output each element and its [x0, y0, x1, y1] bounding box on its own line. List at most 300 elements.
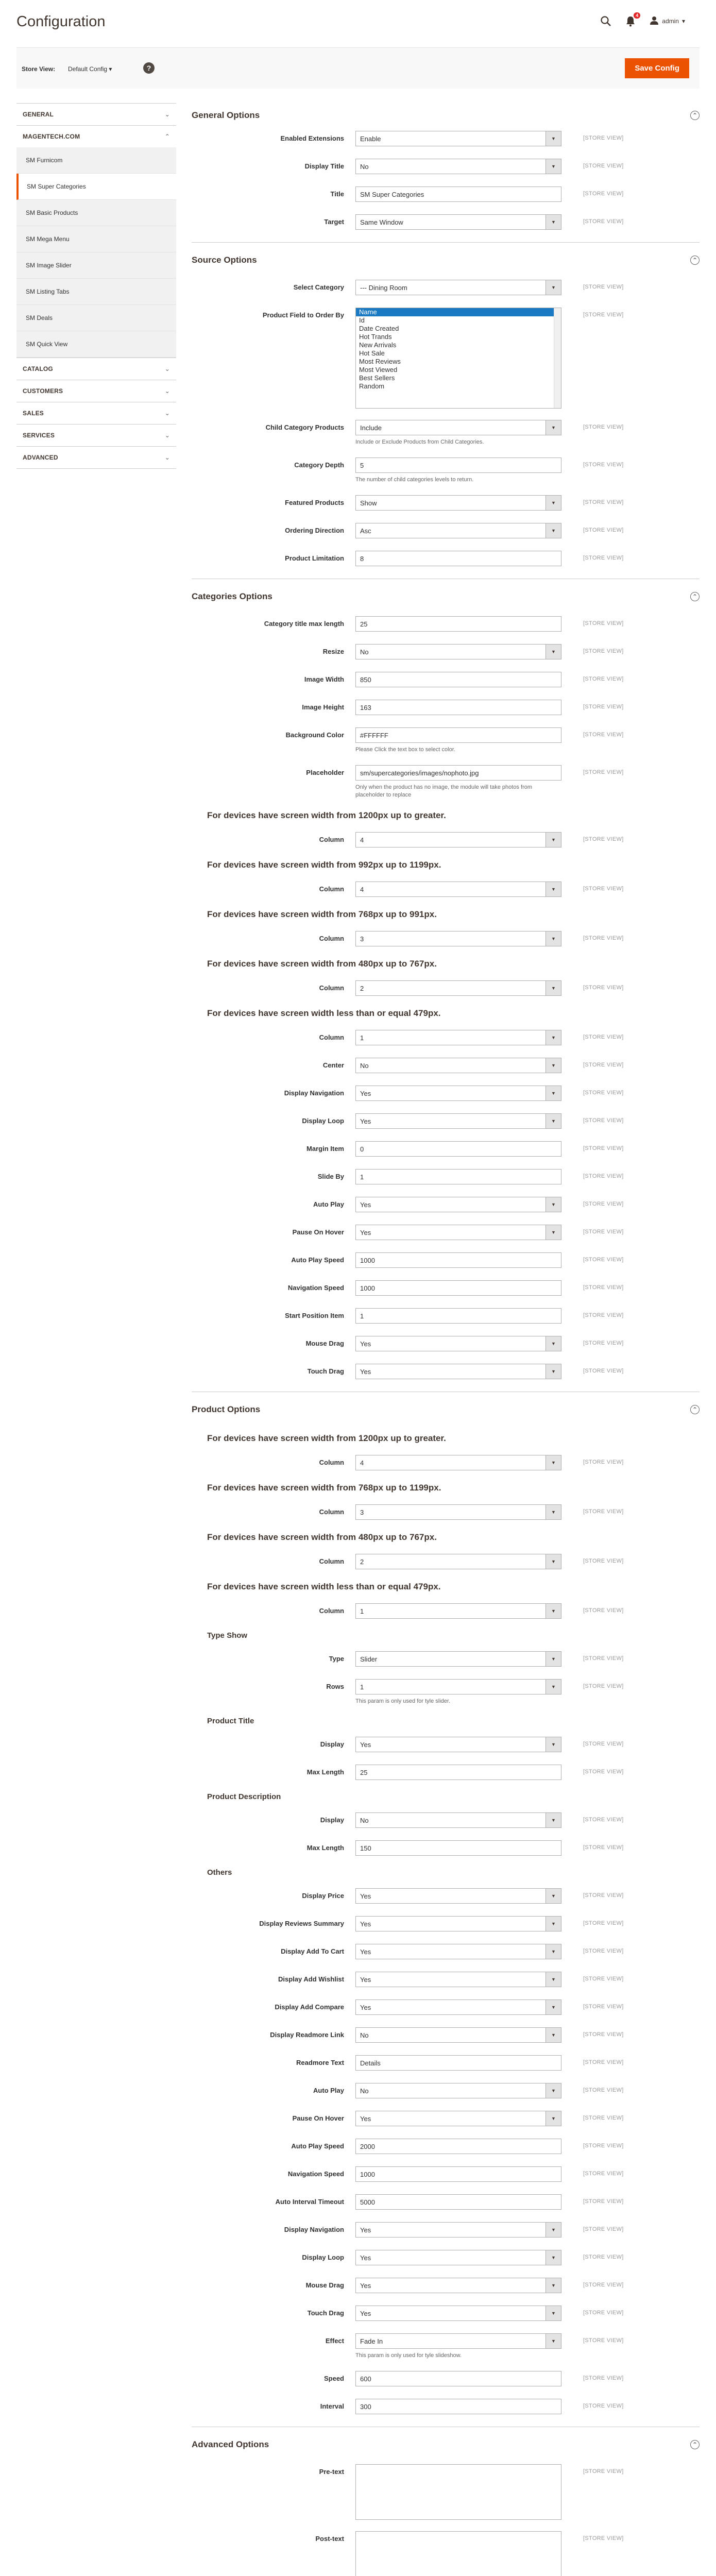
- display-readmore-link-value: No: [360, 2031, 369, 2039]
- order-by-multiselect[interactable]: [355, 308, 561, 409]
- display-add-wishlist-label: Display Add Wishlist: [278, 1975, 344, 1983]
- header: [0, 0, 716, 47]
- source-options-header[interactable]: [192, 248, 700, 273]
- scope-tag: [STORE VIEW]: [583, 2375, 624, 2381]
- sidebar-section-sales[interactable]: [16, 402, 176, 424]
- field-mouse-drag: [192, 1336, 700, 1352]
- ptitle-heading: Product Title: [207, 1717, 254, 1725]
- pause-on-hover-label: Pause On Hover: [292, 1228, 344, 1236]
- auto-play-select[interactable]: [355, 1197, 561, 1212]
- max-length-value: 150: [360, 1844, 371, 1852]
- max-length-label: Max Length: [306, 1844, 344, 1852]
- display-readmore-link-select[interactable]: [355, 2027, 561, 2043]
- scope-tag: [STORE VIEW]: [583, 1509, 624, 1515]
- display-loop-value: Yes: [360, 2253, 371, 2262]
- display-add-compare-value: Yes: [360, 2003, 371, 2011]
- sidebar-section-advanced[interactable]: [16, 446, 176, 468]
- sidebar-section-label: SALES: [23, 410, 44, 417]
- scope-tag: [STORE VIEW]: [583, 732, 624, 738]
- image-height-input[interactable]: [355, 700, 561, 715]
- order-option[interactable]: Hot Trands: [359, 333, 392, 341]
- placeholder-input[interactable]: [355, 765, 561, 781]
- sidebar-section-label: MAGENTECH.COM: [23, 133, 80, 140]
- type-select[interactable]: [355, 1651, 561, 1667]
- collapse-icon: ⌃: [690, 2440, 700, 2449]
- user-menu[interactable]: [650, 16, 685, 27]
- collapse-icon: ⌃: [690, 592, 700, 601]
- display-value: Yes: [360, 1740, 371, 1749]
- scope-tag: [STORE VIEW]: [583, 191, 624, 197]
- product-column-select[interactable]: [355, 1455, 561, 1470]
- field-enabled-extensions: [192, 131, 700, 147]
- chevron-down-icon: ▼: [545, 1917, 561, 1931]
- general-options-header[interactable]: [192, 103, 700, 128]
- field-auto-play-speed: [192, 1252, 700, 1269]
- column-select[interactable]: [355, 931, 561, 946]
- field-display-add-to-cart: [192, 1944, 700, 1960]
- mouse-drag-value: Yes: [360, 2281, 371, 2290]
- touch-drag-value: Yes: [360, 2309, 371, 2317]
- field-display-reviews-summary: [192, 1916, 700, 1933]
- sidebar-section-label: SERVICES: [23, 432, 55, 439]
- margin-item-input[interactable]: [355, 1141, 561, 1157]
- enabled-extensions-select[interactable]: [355, 131, 561, 146]
- display-navigation-select[interactable]: [355, 1086, 561, 1101]
- others-heading: Others: [207, 1868, 232, 1877]
- sidebar-section-label: CATALOG: [23, 365, 53, 372]
- bell-icon[interactable]: [625, 13, 639, 27]
- background-color-input[interactable]: [355, 727, 561, 743]
- order-option[interactable]: New Arrivals: [359, 341, 397, 349]
- notification-badge: 4: [634, 12, 640, 19]
- product-column-select[interactable]: [355, 1504, 561, 1520]
- margin-item-value: 0: [360, 1145, 364, 1153]
- auto-play-speed-input[interactable]: [355, 1252, 561, 1268]
- display-price-select[interactable]: [355, 1888, 561, 1904]
- pdesc-max-input[interactable]: [355, 1840, 561, 1856]
- chevron-down-icon: ▼: [545, 1336, 561, 1351]
- chevron-down-icon: ▼: [545, 420, 561, 435]
- chevron-down-icon: ▼: [545, 2083, 561, 2098]
- product-column-value: 4: [360, 1459, 364, 1467]
- field-start-position-item: [192, 1308, 700, 1325]
- column-label: Column: [319, 984, 344, 992]
- product-limitation-value: 8: [360, 554, 364, 563]
- scope-tag: [STORE VIEW]: [583, 1284, 624, 1291]
- start-position-item-input[interactable]: [355, 1308, 561, 1324]
- field-featured-products: [192, 495, 700, 512]
- chevron-down-icon: ▼: [545, 1058, 561, 1073]
- chevron-down-icon: ▼: [545, 1364, 561, 1379]
- scope-tag: [STORE VIEW]: [583, 648, 624, 654]
- scope-tag: [STORE VIEW]: [583, 1312, 624, 1318]
- field-display-add-compare: [192, 1999, 700, 2016]
- scope-tag: [STORE VIEW]: [583, 1062, 624, 1068]
- max-length-label: Max Length: [306, 1768, 344, 1776]
- field-image-width: [192, 672, 700, 688]
- chevron-down-icon: ▼: [545, 2306, 561, 2320]
- scope-tag: [STORE VIEW]: [583, 1948, 624, 1954]
- order-option[interactable]: Most Viewed: [359, 366, 398, 374]
- sidebar-item-sm-furnicom[interactable]: SM Furnicom: [16, 147, 176, 174]
- display-add-to-cart-value: Yes: [360, 1947, 371, 1956]
- mouse-drag-select[interactable]: [355, 2278, 561, 2293]
- advanced-options-title: Advanced Options: [192, 2439, 269, 2449]
- display-add-compare-label: Display Add Compare: [275, 2003, 344, 2011]
- display-label: Display: [320, 1816, 344, 1824]
- chevron-down-icon: ▼: [545, 2223, 561, 2237]
- scope-switcher[interactable]: Default Config ▾: [68, 65, 112, 73]
- chevron-down-icon: ▼: [545, 1030, 561, 1045]
- scope-tag: [STORE VIEW]: [583, 620, 624, 626]
- field-column: [192, 1030, 700, 1046]
- field-auto-interval-timeout: [192, 2194, 700, 2211]
- order-option[interactable]: Hot Sale: [359, 349, 385, 357]
- scope-tag: [STORE VIEW]: [583, 836, 624, 842]
- category-title-max-length-label: Category title max length: [264, 620, 344, 628]
- sidebar-section-magentech-com[interactable]: [16, 125, 176, 147]
- effect-select[interactable]: [355, 2333, 561, 2349]
- product-column-select[interactable]: [355, 1554, 561, 1569]
- display-navigation-label: Display Navigation: [284, 2226, 344, 2233]
- scope-tag: [STORE VIEW]: [583, 1117, 624, 1124]
- field-display-navigation: [192, 2222, 700, 2239]
- order-option[interactable]: Best Sellers: [359, 374, 395, 382]
- select-category-select[interactable]: [355, 280, 561, 295]
- center-value: No: [360, 1061, 369, 1070]
- chevron-down-icon: ▼: [545, 1455, 561, 1470]
- featured-products-select[interactable]: [355, 495, 561, 511]
- pdesc-display-select[interactable]: [355, 1812, 561, 1828]
- breakpoint-heading: For devices have screen width from 992px up to 1199px.: [207, 860, 441, 870]
- child-category-products-note: Include or Exclude Products from Child Categories.: [355, 439, 484, 445]
- scope-tag: [STORE VIEW]: [583, 1459, 624, 1465]
- start-position-item-label: Start Position Item: [285, 1312, 344, 1319]
- category-depth-note: The number of child categories levels to return.: [355, 477, 474, 483]
- slide-by-input[interactable]: [355, 1169, 561, 1184]
- navigation-speed-input[interactable]: [355, 1280, 561, 1296]
- sidebar-item-sm-basic-products[interactable]: SM Basic Products: [16, 200, 176, 226]
- child-category-products-label: Child Category Products: [265, 423, 344, 431]
- display-add-wishlist-select[interactable]: [355, 1972, 561, 1987]
- scope-tag: [STORE VIEW]: [583, 1558, 624, 1564]
- background-color-value: #FFFFFF: [360, 731, 388, 739]
- field-select-category: [192, 280, 700, 296]
- field-product-limitation: [192, 551, 700, 567]
- save-config-button[interactable]: Save Config: [625, 58, 689, 78]
- field-interval: [192, 2399, 700, 2415]
- title-input[interactable]: [355, 187, 561, 202]
- pretext-label: Pre-text: [319, 2468, 344, 2476]
- chevron-down-icon: ▼: [545, 280, 561, 295]
- readmore-text-value: Details: [360, 2059, 381, 2067]
- auto-interval-timeout-input[interactable]: [355, 2194, 561, 2210]
- navigation-speed-label: Navigation Speed: [287, 2170, 344, 2178]
- config-sidebar: [16, 103, 176, 469]
- chevron-down-icon: ▼: [545, 2334, 561, 2348]
- background-color-note: Please Click the text box to select color.: [355, 747, 455, 753]
- chevron-down-icon: ▼: [545, 1554, 561, 1569]
- display-reviews-summary-label: Display Reviews Summary: [259, 1920, 344, 1927]
- field-mouse-drag: [192, 2278, 700, 2294]
- display-price-value: Yes: [360, 1892, 371, 1900]
- scope-tag: [STORE VIEW]: [583, 1683, 624, 1689]
- sidebar-section-label: ADVANCED: [23, 454, 58, 461]
- navigation-speed-input[interactable]: [355, 2166, 561, 2182]
- collapse-icon: ⌃: [690, 256, 700, 265]
- chevron-down-icon: ▼: [545, 1737, 561, 1752]
- scope-tag: [STORE VIEW]: [583, 2143, 624, 2149]
- sidebar-item-sm-quick-view[interactable]: SM Quick View: [16, 331, 176, 358]
- display-navigation-value: Yes: [360, 1089, 371, 1097]
- chevron-down-icon: ▼: [545, 882, 561, 896]
- order-option[interactable]: Name: [356, 308, 561, 316]
- display-loop-select[interactable]: [355, 2250, 561, 2265]
- scrollbar[interactable]: [554, 308, 561, 408]
- pause-on-hover-value: Yes: [360, 2114, 371, 2123]
- scope-tag: [STORE VIEW]: [583, 163, 624, 169]
- scope-tag: [STORE VIEW]: [583, 769, 624, 775]
- field-title: [192, 187, 700, 203]
- scope-tag: [STORE VIEW]: [583, 1340, 624, 1346]
- sidebar-item-sm-deals[interactable]: SM Deals: [16, 305, 176, 331]
- sidebar-item-sm-listing-tabs[interactable]: SM Listing Tabs: [16, 279, 176, 305]
- product-options-header[interactable]: [192, 1397, 700, 1422]
- chevron-down-icon: ▼: [545, 1813, 561, 1827]
- posttext-textarea[interactable]: [355, 2531, 561, 2576]
- ordering-direction-select[interactable]: [355, 523, 561, 538]
- touch-drag-select[interactable]: [355, 1364, 561, 1379]
- field-readmore-text: [192, 2055, 700, 2072]
- column-label: Column: [319, 1557, 344, 1565]
- product-options-title: Product Options: [192, 1404, 261, 1414]
- type-label: Type: [329, 1655, 344, 1663]
- scope-value: Default Config: [68, 65, 108, 73]
- product-column-select[interactable]: [355, 1603, 561, 1619]
- chevron-down-icon: ▼: [545, 1225, 561, 1240]
- effect-note: This param is only used for tyle slideshow.: [355, 2352, 462, 2359]
- scope-tag: [STORE VIEW]: [583, 1976, 624, 1982]
- scope-tag: [STORE VIEW]: [583, 2310, 624, 2316]
- collapse-icon: ⌃: [690, 1405, 700, 1414]
- chevron-icon: ⌄: [164, 432, 170, 439]
- placeholder-note: Only when the product has no image, the module will take photos from placeholder to replace: [355, 784, 533, 798]
- sidebar-item-sm-mega-menu[interactable]: SM Mega Menu: [16, 226, 176, 252]
- ptitle-max-input[interactable]: [355, 1765, 561, 1780]
- scope-bar: [16, 47, 700, 89]
- breakpoint-heading: For devices have screen width from 480px up to 767px.: [207, 1532, 437, 1542]
- chevron-icon: ⌄: [164, 365, 170, 372]
- image-width-label: Image Width: [304, 675, 344, 683]
- chevron-down-icon: ▼: [545, 2111, 561, 2126]
- column-label: Column: [319, 1508, 344, 1516]
- scope-tag: [STORE VIEW]: [583, 555, 624, 561]
- field-product-column: [192, 1603, 700, 1620]
- search-icon[interactable]: [600, 15, 611, 27]
- help-icon[interactable]: ?: [143, 62, 155, 74]
- field-display-loop: [192, 1113, 700, 1130]
- touch-drag-select[interactable]: [355, 2306, 561, 2321]
- scope-tag: [STORE VIEW]: [583, 1769, 624, 1775]
- category-depth-input[interactable]: [355, 457, 561, 473]
- image-height-value: 163: [360, 703, 371, 711]
- display-add-to-cart-select[interactable]: [355, 1944, 561, 1959]
- order-option[interactable]: Id: [359, 316, 365, 324]
- chevron-down-icon: ▼: [545, 1114, 561, 1128]
- field-pdesc-max: [192, 1840, 700, 1857]
- interval-input[interactable]: [355, 2399, 561, 2414]
- child-category-products-select[interactable]: [355, 420, 561, 435]
- placeholder-value: sm/supercategories/images/nophoto.jpg: [360, 769, 479, 777]
- target-select[interactable]: [355, 214, 561, 230]
- column-select[interactable]: [355, 1030, 561, 1045]
- sidebar-item-sm-image-slider[interactable]: SM Image Slider: [16, 252, 176, 279]
- display-label: Display: [320, 1740, 344, 1748]
- auto-play-speed-label: Auto Play Speed: [291, 2142, 344, 2150]
- sidebar-section-services[interactable]: [16, 424, 176, 446]
- category-title-max-length-input[interactable]: [355, 616, 561, 632]
- scope-tag: [STORE VIEW]: [583, 1034, 624, 1040]
- field-pause-on-hover: [192, 2111, 700, 2127]
- display-loop-label: Display Loop: [302, 2253, 344, 2261]
- rows-note: This param is only used for tyle slider.: [355, 1698, 451, 1704]
- touch-drag-label: Touch Drag: [307, 2309, 344, 2317]
- pause-on-hover-select[interactable]: [355, 1225, 561, 1240]
- caret-down-icon: ▾: [681, 18, 685, 25]
- scope-tag: [STORE VIEW]: [583, 218, 624, 225]
- field-product-column: [192, 1504, 700, 1521]
- chevron-down-icon: ▼: [545, 1972, 561, 1987]
- field-ptitle-max: [192, 1765, 700, 1781]
- sidebar-item-sm-super-categories[interactable]: SM Super Categories: [16, 174, 176, 200]
- background-color-label: Background Color: [285, 731, 344, 739]
- slide-by-value: 1: [360, 1173, 364, 1181]
- field-center: [192, 1058, 700, 1074]
- resize-select[interactable]: [355, 644, 561, 659]
- display-loop-select[interactable]: [355, 1113, 561, 1129]
- field-touch-drag: [192, 2306, 700, 2322]
- source-options-title: Source Options: [192, 255, 257, 265]
- enabled-extensions-label: Enabled Extensions: [280, 134, 344, 142]
- column-select[interactable]: [355, 882, 561, 897]
- sidebar-section-catalog[interactable]: [16, 358, 176, 380]
- display-navigation-select[interactable]: [355, 2222, 561, 2238]
- mouse-drag-value: Yes: [360, 1340, 371, 1348]
- column-label: Column: [319, 836, 344, 843]
- column-select[interactable]: [355, 980, 561, 996]
- scope-tag: [STORE VIEW]: [583, 499, 624, 505]
- sidebar-section-general[interactable]: [16, 103, 176, 125]
- scope-tag: [STORE VIEW]: [583, 676, 624, 682]
- field-category-title-max-length: [192, 616, 700, 633]
- scope-tag: [STORE VIEW]: [583, 935, 624, 941]
- target-value: Same Window: [360, 218, 403, 226]
- mouse-drag-label: Mouse Drag: [305, 1340, 344, 1347]
- rows-label: Rows: [326, 1683, 344, 1690]
- field-rows: [192, 1679, 700, 1705]
- column-value: 4: [360, 836, 364, 844]
- field-display-title: [192, 159, 700, 175]
- field-type: [192, 1651, 700, 1668]
- speed-input[interactable]: [355, 2371, 561, 2386]
- display-title-select[interactable]: [355, 159, 561, 174]
- touch-drag-value: Yes: [360, 1367, 371, 1376]
- field-target: [192, 214, 700, 231]
- column-label: Column: [319, 885, 344, 893]
- display-add-wishlist-value: Yes: [360, 1975, 371, 1984]
- display-add-compare-select[interactable]: [355, 1999, 561, 2015]
- max-length-value: 25: [360, 1768, 368, 1776]
- image-width-input[interactable]: [355, 672, 561, 687]
- breakpoint-heading: For devices have screen width from 1200px up to greater.: [207, 1433, 446, 1443]
- scope-tag: [STORE VIEW]: [583, 2004, 624, 2010]
- chevron-down-icon: ▼: [545, 2278, 561, 2293]
- pause-on-hover-label: Pause On Hover: [292, 2114, 344, 2122]
- field-column: [192, 931, 700, 947]
- chevron-icon: ⌄: [164, 454, 170, 461]
- scope-tag: [STORE VIEW]: [583, 2468, 624, 2475]
- order-option[interactable]: Date Created: [359, 325, 399, 332]
- chevron-down-icon: ▼: [545, 1197, 561, 1212]
- product-limitation-label: Product Limitation: [285, 554, 344, 562]
- display-reviews-summary-select[interactable]: [355, 1916, 561, 1931]
- scope-tag: [STORE VIEW]: [583, 2198, 624, 2205]
- field-display-readmore-link: [192, 2027, 700, 2044]
- order-option[interactable]: Random: [359, 382, 385, 390]
- auto-play-speed-label: Auto Play Speed: [291, 1256, 344, 1264]
- rows-select[interactable]: [355, 1679, 561, 1694]
- pdesc-heading: Product Description: [207, 1792, 281, 1801]
- breakpoint-heading: For devices have screen width from 768px up to 1199px.: [207, 1483, 441, 1493]
- pretext-textarea[interactable]: [355, 2464, 561, 2520]
- select-category-value: --- Dining Room: [360, 283, 407, 292]
- advanced-options-header[interactable]: [192, 2432, 700, 2457]
- page-title: Configuration: [16, 13, 106, 30]
- auto-play-select[interactable]: [355, 2083, 561, 2098]
- scope-tag: [STORE VIEW]: [583, 2226, 624, 2232]
- column-select[interactable]: [355, 832, 561, 848]
- chevron-down-icon: ▼: [545, 2000, 561, 2014]
- product-options-section: [192, 1397, 700, 2427]
- center-select[interactable]: [355, 1058, 561, 1073]
- field-column: [192, 980, 700, 997]
- field-touch-drag: [192, 1364, 700, 1380]
- type-value: Slider: [360, 1655, 378, 1663]
- auto-play-speed-input[interactable]: [355, 2139, 561, 2154]
- pause-on-hover-select[interactable]: [355, 2111, 561, 2126]
- readmore-text-input[interactable]: [355, 2055, 561, 2071]
- categories-options-header[interactable]: [192, 584, 700, 609]
- interval-label: Interval: [320, 2402, 344, 2410]
- auto-play-label: Auto Play: [313, 2087, 344, 2094]
- display-navigation-value: Yes: [360, 2226, 371, 2234]
- mouse-drag-select[interactable]: [355, 1336, 561, 1351]
- display-value: No: [360, 1816, 369, 1824]
- ptitle-display-select[interactable]: [355, 1737, 561, 1752]
- field-slide-by: [192, 1169, 700, 1185]
- product-limitation-input[interactable]: [355, 551, 561, 566]
- select-category-label: Select Category: [293, 283, 344, 291]
- sidebar-section-customers[interactable]: [16, 380, 176, 402]
- scope-tag: [STORE VIEW]: [583, 2254, 624, 2260]
- scope-tag: [STORE VIEW]: [583, 1229, 624, 1235]
- featured-products-label: Featured Products: [285, 499, 344, 506]
- order-option[interactable]: Most Reviews: [359, 358, 401, 365]
- chevron-down-icon: ▼: [545, 981, 561, 995]
- source-options-section: [192, 248, 700, 579]
- auto-play-speed-value: 2000: [360, 2142, 375, 2150]
- field-speed: [192, 2371, 700, 2387]
